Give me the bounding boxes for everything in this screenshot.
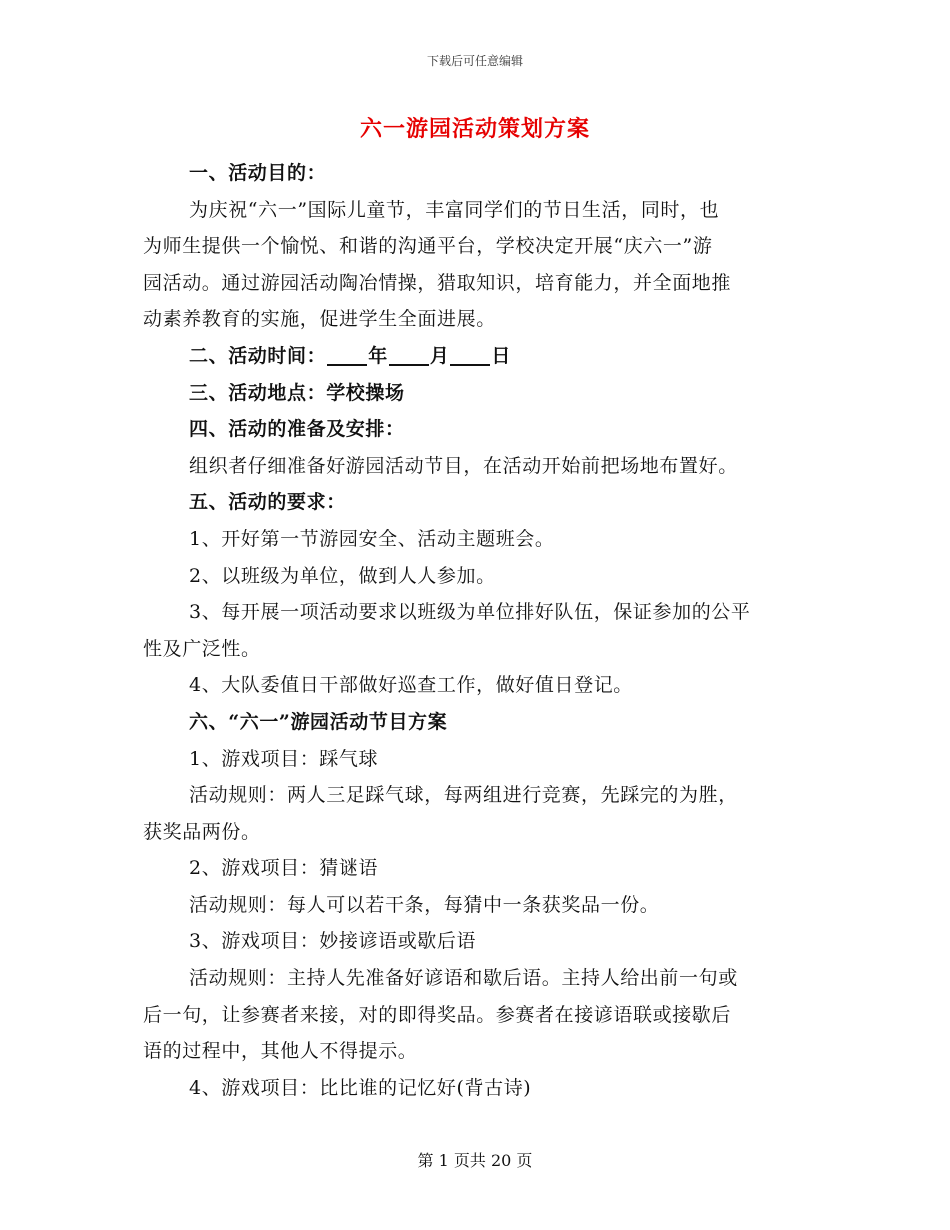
list-item: 4、大队委值日干部做好巡查工作，做好值日登记。 xyxy=(189,674,633,697)
paragraph-line: 动素养教育的实施，促进学生全面进展。 xyxy=(143,308,496,331)
section-heading-purpose: 一、活动目的： xyxy=(189,162,327,184)
month-blank xyxy=(389,344,429,366)
month-label: 月 xyxy=(429,344,450,367)
section-heading-time xyxy=(143,338,808,375)
document-body xyxy=(143,155,808,1106)
time-label: 二、活动时间： xyxy=(189,344,327,367)
game-rule-line: 活动规则：主持人先准备好谚语和歇后语。主持人给出前一句或 xyxy=(189,967,738,990)
list-item-continuation: 性及广泛性。 xyxy=(143,637,261,660)
game-title: 3、游戏项目：妙接谚语或歇后语 xyxy=(189,930,477,953)
section-heading-program: 六、“六一”游园活动节目方案 xyxy=(189,710,448,733)
list-item: 1、开好第一节游园安全、活动主题班会。 xyxy=(189,527,555,550)
game-title: 4、游戏项目：比比谁的记忆好(背古诗) xyxy=(189,1076,532,1099)
paragraph-line: 为师生提供一个愉悦、和谐的沟通平台，学校决定开展“庆六一”游 xyxy=(143,235,713,258)
game-rule-line: 获奖品两份。 xyxy=(143,820,261,843)
section-heading-preparation: 四、活动的准备及安排： xyxy=(189,418,405,441)
page-footer: 第 1 页共 20 页 xyxy=(417,1151,533,1170)
game-rule-line: 活动规则：每人可以若干条，每猜中一条获奖品一份。 xyxy=(189,893,660,916)
section-heading-location: 三、活动地点：学校操场 xyxy=(189,381,405,404)
game-rule-line: 语的过程中，其他人不得提示。 xyxy=(143,1040,418,1063)
game-rule-line: 后一句，让参赛者来接，对的即得奖品。参赛者在接谚语联或接歇后 xyxy=(143,1003,732,1026)
year-label: 年 xyxy=(368,344,388,367)
list-item: 2、以班级为单位，做到人人参加。 xyxy=(189,564,496,587)
list-item: 3、每开展一项活动要求以班级为单位排好队伍，保证参加的公平 xyxy=(189,601,751,624)
paragraph-line: 为庆祝“六一”国际儿童节，丰富同学们的节日生活，同时，也 xyxy=(189,198,720,221)
paragraph-line: 园活动。通过游园活动陶冶情操，猎取知识，培育能力，并全面地推 xyxy=(143,271,732,294)
header-note: 下载后可任意编辑 xyxy=(426,54,523,68)
paragraph-line: 组织者仔细准备好游园活动节目，在活动开始前把场地布置好。 xyxy=(189,454,738,477)
day-label: 日 xyxy=(491,344,512,367)
year-blank xyxy=(327,344,367,366)
game-title: 1、游戏项目：踩气球 xyxy=(189,747,379,770)
game-title: 2、游戏项目：猜谜语 xyxy=(189,857,379,880)
game-rule-line: 活动规则：两人三足踩气球，每两组进行竞赛，先踩完的为胜， xyxy=(189,784,738,807)
day-blank xyxy=(450,344,490,366)
section-heading-requirements: 五、活动的要求： xyxy=(189,491,346,514)
document-title: 六一游园活动策划方案 xyxy=(359,116,590,142)
